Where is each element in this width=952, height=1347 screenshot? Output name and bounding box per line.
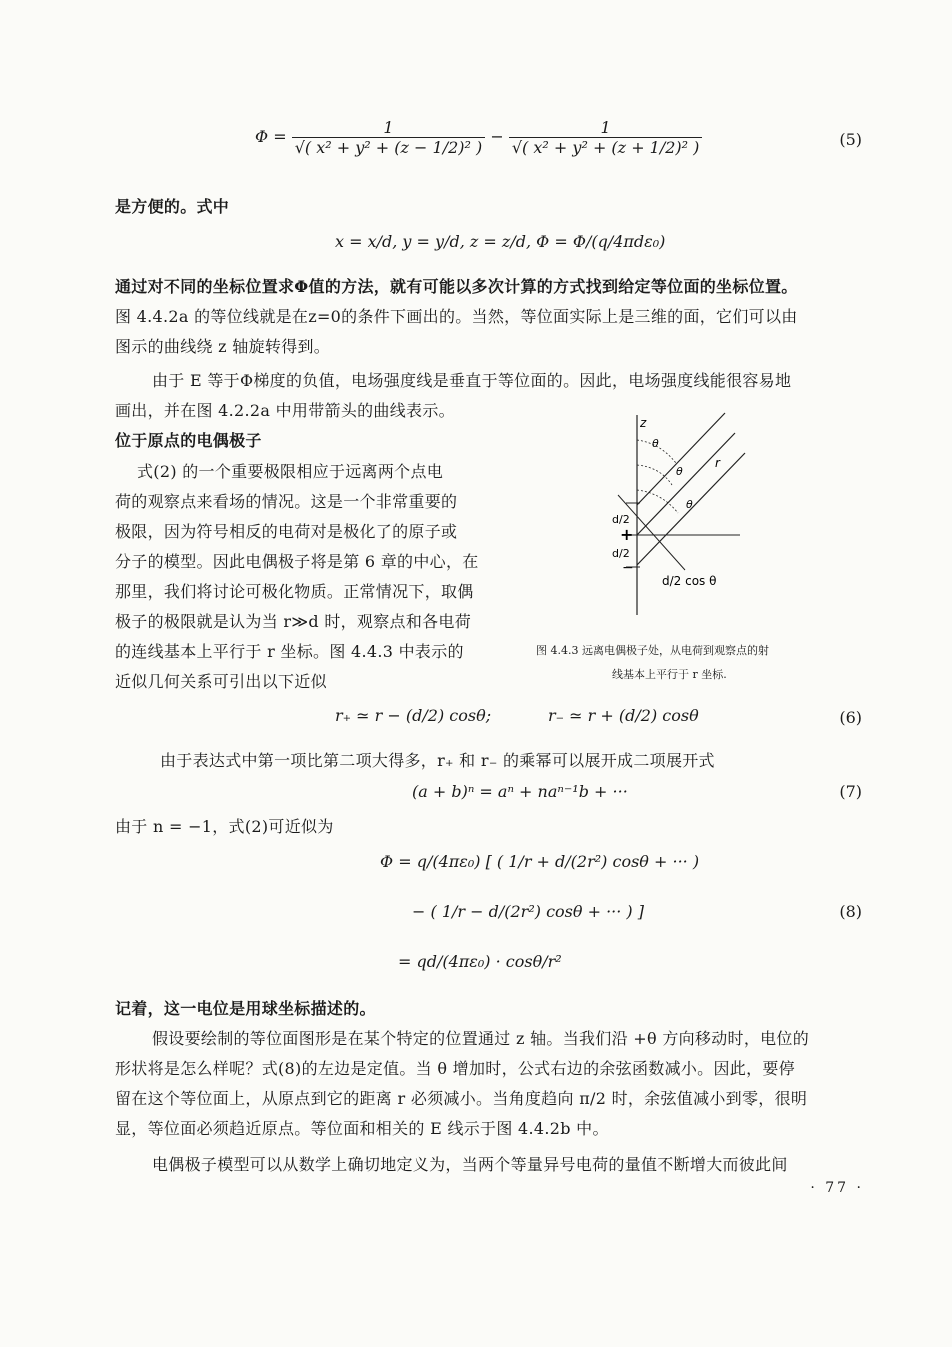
paragraph-4: 由于表达式中第一项比第二项大得多，r₊ 和 r₋ 的乘幂可以展开成二项展开式	[160, 751, 715, 770]
paragraph-7-line-2: 形状将是怎么样呢？式(8)的左边是定值。当 θ 增加时，公式右边的余弦函数减小。因此，要停	[115, 1059, 795, 1078]
eq5-number: (5)	[839, 130, 862, 149]
paragraph-3-line-8: 近似几何关系可引出以下近似	[115, 672, 327, 691]
paragraph-1-line-3: 图示的曲线绕 z 轴旋转得到。	[115, 337, 331, 356]
equation-8-line-2: − ( 1/r − d/(2r²) cosθ + ··· ) ]	[412, 902, 644, 921]
paragraph-3-line-6: 极子的极限就是认为当 r≫d 时，观察点和各电荷	[115, 612, 472, 631]
paragraph-8: 电偶极子模型可以从数学上确切地定义为，当两个等量异号电荷的量值不断增大而彼此间	[152, 1155, 788, 1174]
label-d2-bottom: d/2	[612, 547, 630, 560]
label-plus-charge: +	[620, 525, 634, 544]
label-theta-1: θ	[652, 437, 659, 450]
label-d2-top: d/2	[612, 513, 630, 526]
label-cos-theta: d/2 cos θ	[662, 574, 717, 588]
equation-7: (a + b)ⁿ = aⁿ + naⁿ⁻¹b + ···	[412, 782, 628, 801]
label-theta-2: θ	[676, 465, 683, 478]
eq8-number: (8)	[839, 902, 862, 921]
equation-5	[255, 118, 702, 157]
eq5-lhs: Φ =	[255, 127, 287, 146]
equation-8-line-3: = qd/(4πε₀) · cosθ/r²	[398, 952, 562, 971]
paragraph-7-line-4: 显，等位面必须趋近原点。等位面和相关的 E 线示于图 4.4.2b 中。	[115, 1119, 609, 1138]
eq5-minus: −	[490, 127, 504, 146]
paragraph-6: 记着，这一电位是用球坐标描述的。	[115, 999, 376, 1018]
label-minus-charge: −	[622, 560, 634, 576]
paragraph-3-line-4: 分子的模型。因此电偶极子将是第 6 章的中心，在	[115, 552, 479, 571]
angle-arc-3	[637, 490, 678, 513]
paragraph-2-line-1: 由于 E 等于Φ梯度的负值，电场强度线是垂直于等位面的。因此，电场强度线能很容易地	[152, 371, 792, 390]
paragraph-7-line-3: 留在这个等位面上，从原点到它的距离 r 必须减小。当角度趋向 π/2 时，余弦值减小到零，很明	[115, 1089, 808, 1108]
paragraph-3-line-3: 极限，因为符号相反的电荷对是极化了的原子或	[115, 522, 458, 541]
figure-caption-line-1: 图 4.4.3 远离电偶极子处，从电荷到观察点的射	[536, 644, 769, 657]
paragraph-5: 由于 n = −1，式(2)可近似为	[115, 817, 334, 836]
eq5-numerator-1: 1	[292, 118, 486, 138]
text-fangbian: 是方便的。式中	[115, 197, 230, 216]
paragraph-3-line-2: 荷的观察点来看场的情况。这是一个非常重要的	[115, 492, 458, 511]
equation-8-line-1: Φ = q/(4πε₀) [ ( 1/r + d/(2r²) cosθ + ··· )	[380, 852, 700, 871]
paragraph-3-line-7: 的连线基本上平行于 r 坐标。图 4.4.3 中表示的	[115, 642, 464, 661]
section-heading: 位于原点的电偶极子	[115, 431, 262, 450]
label-theta-3: θ	[686, 498, 693, 511]
equation-6-left: r₊ ≃ r − (d/2) cosθ;	[335, 706, 492, 725]
ray-upper	[637, 413, 725, 505]
eq6-number: (6)	[839, 708, 862, 727]
label-r: r	[715, 456, 720, 470]
paragraph-1-line-1: 通过对不同的坐标位置求Φ值的方法，就有可能以多次计算的方式找到给定等位面的坐标位置。	[115, 277, 798, 296]
label-z: z	[640, 416, 647, 430]
eq5-numerator-2: 1	[509, 118, 703, 138]
paragraph-2-line-2: 画出，并在图 4.2.2a 中用带箭头的曲线表示。	[115, 401, 455, 420]
paragraph-3-line-5: 那里，我们将讨论可极化物质。正常情况下，取偶	[115, 582, 474, 601]
paragraph-3-line-1: 式(2) 的一个重要极限相应于远离两个点电	[137, 462, 444, 481]
eq5-denominator-1: √( x² + y² + (z − 1/2)² )	[294, 138, 483, 157]
page-number: · 77 ·	[810, 1180, 864, 1196]
equation-definitions: x = x/d, y = y/d, z = z/d, Φ = Φ/(q/4πdε₀)	[335, 232, 666, 251]
figure-dipole-diagram	[590, 405, 770, 620]
figure-caption-line-2: 线基本上平行于 r 坐标.	[612, 668, 727, 681]
eq7-number: (7)	[839, 782, 862, 801]
angle-arc-2	[637, 465, 672, 485]
eq5-fraction-1	[292, 118, 486, 157]
eq5-denominator-2: √( x² + y² + (z + 1/2)² )	[511, 138, 700, 157]
paragraph-1-line-2: 图 4.4.2a 的等位线就是在z=0的条件下画出的。当然，等位面实际上是三维的面，它们可以由	[115, 307, 798, 326]
paragraph-7-line-1: 假设要绘制的等位面图形是在某个特定的位置通过 z 轴。当我们沿 +θ 方向移动时，电位的	[152, 1029, 810, 1048]
eq5-fraction-2	[509, 118, 703, 157]
equation-6-right: r₋ ≃ r + (d/2) cosθ	[548, 706, 699, 725]
